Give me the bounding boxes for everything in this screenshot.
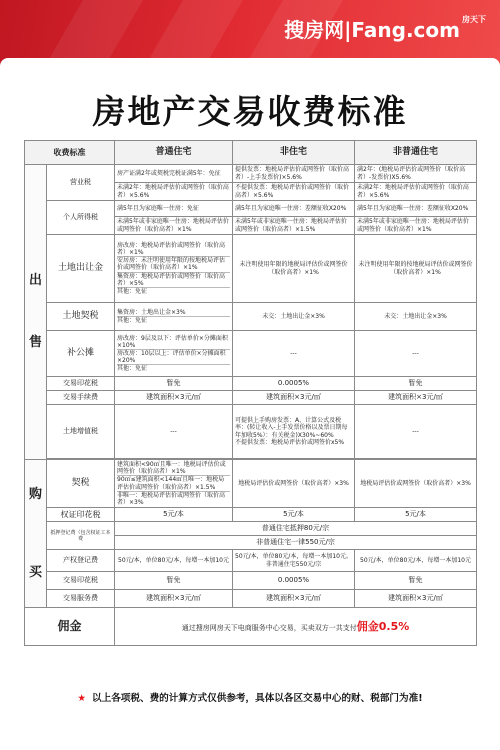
cell: ---: [233, 331, 355, 377]
logo-domain: Fang.com: [351, 18, 460, 42]
cell: 未注明使用年限的按地税局评估价或网签价（取价高者）×1%: [355, 235, 477, 303]
cell: 地税局评估价或网签价（取价高者）×3%: [355, 460, 477, 508]
commission-rate: 佣金0.5%: [356, 620, 410, 634]
cell: 不提供发票：地税局评估价或网签价（取价高者）×5.6%: [233, 183, 355, 201]
table-header-row: [25, 141, 477, 165]
cell: 未满5年或非家庭唯一住房：地税局评估价或网签价（取价高者）×1%: [355, 217, 477, 235]
item-land-grant-fee: 土地出让金: [47, 235, 115, 303]
fang-logo[interactable]: 搜房网|Fang.com $^{房天下}$: [284, 15, 486, 42]
cell-line: 集资房：土地出让金×3%: [117, 308, 186, 316]
cell: 5元/本: [355, 508, 477, 522]
cell: 满5年且为家庭唯一住房：差额征收X20%: [355, 201, 477, 217]
cell-line: 90㎡≤建筑面积<144㎡且唯一：地税局评估价或网签价（取价高者）×1.5%: [117, 475, 230, 490]
cell: 50元/本，单位80元/本，每增一本加10元: [115, 550, 233, 572]
cell: ---: [115, 405, 233, 459]
cell: 0.0005%: [233, 377, 355, 391]
star-icon: ★: [77, 693, 87, 704]
cell: 建筑面积×3元/㎡: [233, 391, 355, 405]
header-label: 收费标准: [25, 141, 115, 165]
cell: 房产证满2年或契税完税证满5年：免征: [115, 165, 233, 183]
header-col-ordinary: 普通住宅: [115, 141, 233, 165]
group-commission: 佣金: [25, 608, 115, 646]
logo-main: 搜房网: [284, 18, 345, 42]
item-certificate-stamp: 权证印花税: [47, 508, 115, 522]
cell: 5元/本: [115, 508, 233, 522]
cell-multi: [233, 405, 355, 459]
cell-line: 其他：免征: [117, 316, 230, 324]
cell: 建筑面积×3元/㎡: [355, 590, 477, 608]
cell: 暂免: [115, 572, 233, 590]
cell-line: 房改房：10层以上：评估单价×分摊面积×20%: [117, 349, 230, 364]
item-title-registration: 产权登记费: [47, 550, 115, 572]
header-col-nonresidential: 非住宅: [233, 141, 355, 165]
cell: 提供发票：地税局评估价或网签价（取价高者）-上手发票价)×5.6%: [233, 165, 355, 183]
item-shared-area: 补公摊: [47, 331, 115, 377]
footnote-text: 以上各项税、费的计算方式仅供参考，具体以各区交易中心的财、税部门为准!: [92, 693, 423, 704]
item-land-deed-tax: 土地契税: [47, 303, 115, 331]
cell: 0.0005%: [233, 572, 355, 590]
cell: 未注明使用年限的地税局评估价或网签价（取价高者）×1%: [233, 235, 355, 303]
cell: 满5年且为家庭唯一住房：免征: [115, 201, 233, 217]
commission-row: [25, 608, 477, 646]
cell: 未满2年：地税局评估价或网签价（取价高者）×5.6%: [355, 183, 477, 201]
cell-line: 不提供发票：地税局评估价或网签价x5%: [235, 438, 345, 446]
cell-line: 建筑面积<90㎡且唯一：地税局评估价或网签价（取价高者）×1%: [117, 461, 226, 476]
cell: 50元/本，单位80元/本，每增一本加10元: [355, 550, 477, 572]
footnote: [0, 690, 500, 704]
cell-line: 可提供上手购房发票：A、计算公式及税率：(转让收入-上手发票价格以及票日期每年加收5%）：有关税金)X30%~60%: [235, 417, 348, 439]
item-buy-stamp-tax: 交易印花税: [47, 572, 115, 590]
cell: 50元/本，单位80元/本，每增一本加10元。非普通住宅550元/宗: [233, 550, 355, 572]
cell-line: 房改房：地税局评估价或网签价（取价高者）×1%: [117, 241, 226, 257]
cell: ---: [355, 331, 477, 377]
cell-line: 集资房：地税局评估价或网签价（取价高者）×5%: [117, 272, 230, 287]
cell-line: 房改房：9层及以下：评估单价×分摊面积×10%: [117, 334, 228, 349]
item-handling-fee: 交易手续费: [47, 391, 115, 405]
cell-line: 其他：免征: [117, 364, 230, 372]
cell-multi: [115, 303, 233, 331]
group-buy: 购 买: [25, 460, 47, 608]
cell-multi: [115, 235, 233, 303]
fee-table: [24, 140, 477, 646]
cell-line: 非唯一：地税局评估价或网签价（取价高者）×3%: [117, 491, 230, 506]
cell-multi: [115, 460, 233, 508]
cell: 未交：土地出让金×3%: [355, 303, 477, 331]
cell: 暂免: [115, 377, 233, 391]
cell: 建筑面积×3元/㎡: [355, 391, 477, 405]
page-title: 房地产交易收费标准: [92, 92, 408, 131]
item-business-tax: 营业税: [47, 165, 115, 201]
cell-line: 其他：免征: [117, 287, 230, 295]
cell-line: 安居房：未注明使用年限的按地税局评估价或网签价（取价高者）×1%: [117, 256, 230, 271]
cell: 未满5年或非家庭唯一住房：地税局评估价或网签价（取价高者）×1.5%: [233, 217, 355, 235]
cell: 满2年：(地税局评估价或网签价（取价高者）-发票价)X5.6%: [355, 165, 477, 183]
cell: 未满5年或非家庭唯一住房：地税局评估价或网签价（取价高者）×1%: [115, 217, 233, 235]
item-deed-tax: 契税: [47, 460, 115, 508]
cell: 非普通住宅一律550元/宗: [115, 536, 477, 550]
cell-multi: [115, 331, 233, 377]
item-stamp-tax: 交易印花税: [47, 377, 115, 391]
cell: 建筑面积×3元/㎡: [115, 391, 233, 405]
cell: 暂免: [355, 572, 477, 590]
item-mortgage-fee: 抵押登记费（包含权证工本费: [47, 522, 115, 550]
cell: 满5年且为家庭唯一住房：差额征收X20%: [233, 201, 355, 217]
commission-text: 通过搜房网房天下电商服务中心交易，买卖双方一共支付: [181, 624, 357, 633]
cell: 未满2年：地税局评估价或网签价（取价高者）×5.6%: [115, 183, 233, 201]
logo-sub: 房天下: [462, 15, 486, 24]
item-income-tax: 个人所得税: [47, 201, 115, 235]
cell: 未交：土地出让金×3%: [233, 303, 355, 331]
cell: ---: [355, 405, 477, 459]
cell: 暂免: [355, 377, 477, 391]
item-land-vat: 土地增值税: [47, 405, 115, 459]
cell: 地税局评估价或网签价（取价高者）×3%: [233, 460, 355, 508]
cell: 5元/本: [233, 508, 355, 522]
cell: 建筑面积×3元/㎡: [115, 590, 233, 608]
item-service-fee: 交易服务费: [47, 590, 115, 608]
commission-cell: [115, 608, 477, 646]
cell: 普通住宅抵押80元/宗: [115, 522, 477, 536]
cell: 建筑面积×3元/㎡: [233, 590, 355, 608]
group-sell: 出 售: [25, 165, 47, 460]
header-col-nonordinary: 非普通住宅: [355, 141, 477, 165]
